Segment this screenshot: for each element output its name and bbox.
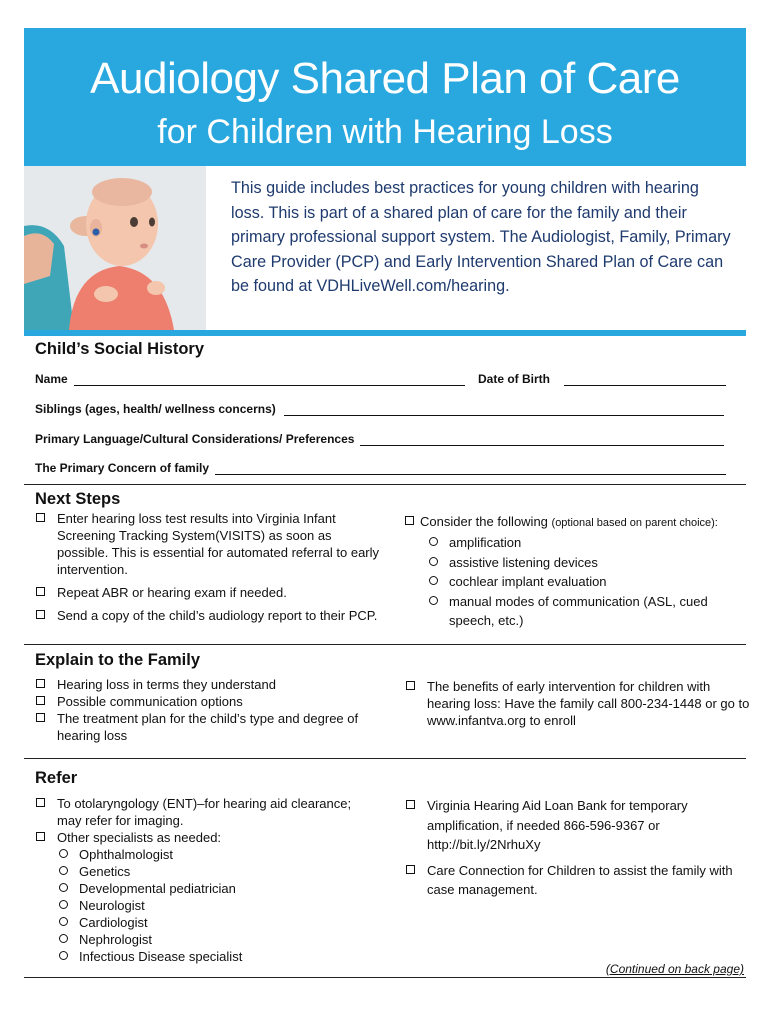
- concern-input-line[interactable]: [215, 463, 726, 475]
- radio-circle[interactable]: [59, 934, 68, 943]
- radio-circle[interactable]: [59, 900, 68, 909]
- radio-circle[interactable]: [59, 883, 68, 892]
- checkbox[interactable]: [36, 798, 45, 807]
- checkbox[interactable]: [406, 865, 415, 874]
- language-label: Primary Language/Cultural Considerations/ Preferences: [35, 432, 355, 446]
- explain-item[interactable]: The treatment plan for the child’s type and degree of hearing loss: [35, 710, 380, 744]
- header-banner: [24, 28, 746, 166]
- refer-item-ent[interactable]: To otolaryngology (ENT)–for hearing aid clearance; may refer for imaging.: [35, 795, 355, 829]
- consider-option[interactable]: amplification: [427, 533, 750, 552]
- radio-circle[interactable]: [429, 596, 438, 605]
- radio-circle[interactable]: [429, 576, 438, 585]
- divider-1: [24, 484, 746, 485]
- consider-option[interactable]: cochlear implant evaluation: [427, 572, 750, 591]
- continued-note: (Continued on back page): [605, 962, 744, 976]
- consider-option[interactable]: assistive listening devices: [427, 553, 750, 572]
- checkbox[interactable]: [36, 610, 45, 619]
- section-title-next-steps: Next Steps: [35, 490, 121, 508]
- specialist-option[interactable]: Ophthalmologist: [57, 846, 380, 863]
- next-step-item[interactable]: Send a copy of the child’s audiology report to their PCP.: [35, 607, 380, 624]
- checkbox[interactable]: [36, 713, 45, 722]
- specialist-option[interactable]: Nephrologist: [57, 931, 380, 948]
- explain-left: [35, 676, 380, 744]
- child-photo: [24, 166, 206, 330]
- radio-circle[interactable]: [59, 951, 68, 960]
- refer-item-other[interactable]: Other specialists as needed:: [35, 829, 380, 846]
- dob-label: Date of Birth: [478, 372, 550, 386]
- header-divider: [24, 330, 746, 336]
- next-step-item[interactable]: Repeat ABR or hearing exam if needed.: [35, 584, 380, 601]
- checkbox[interactable]: [406, 681, 415, 690]
- dob-input-line[interactable]: [564, 374, 726, 386]
- page-title: Audiology Shared Plan of Care: [90, 54, 680, 103]
- divider-3: [24, 758, 746, 759]
- radio-circle[interactable]: [59, 866, 68, 875]
- radio-circle[interactable]: [429, 557, 438, 566]
- page-subtitle: for Children with Hearing Loss: [157, 113, 613, 151]
- language-input-line[interactable]: [360, 434, 724, 446]
- explain-item[interactable]: The benefits of early intervention for children with hearing loss: Have the family call 800-234-1448 or go to www.infantva.org to enroll: [405, 678, 750, 729]
- checkbox[interactable]: [36, 696, 45, 705]
- specialist-option[interactable]: Infectious Disease specialist: [57, 948, 380, 965]
- intro-paragraph: This guide includes best practices for young children with hearing loss. This is part of a shared plan of care for the family and their primary professional support system. The Audiologist, Family, Primary Care Provider (PCP) and Early Intervention Shared Plan of Care can be found at VDHLiveWell.com/hearing.: [231, 179, 731, 295]
- next-step-item[interactable]: Enter hearing loss test results into Virginia Infant Screening Tracking System(VISITS) as soon as possible. This is essential for automated referral to early intervention.: [35, 510, 380, 578]
- child-photo-illustration: [24, 166, 206, 330]
- radio-circle[interactable]: [429, 537, 438, 546]
- refer-item-care-connection[interactable]: Care Connection for Children to assist the family with case management.: [405, 861, 735, 900]
- dob-field[interactable]: [478, 372, 726, 386]
- explain-right: [405, 678, 750, 729]
- next-steps-right: [405, 512, 750, 630]
- explain-item[interactable]: Possible communication options: [35, 693, 380, 710]
- name-input-line[interactable]: [74, 374, 465, 386]
- checkbox[interactable]: [406, 800, 415, 809]
- concern-field[interactable]: [35, 461, 726, 475]
- checkbox[interactable]: [405, 516, 414, 525]
- radio-circle[interactable]: [59, 849, 68, 858]
- specialist-option[interactable]: Neurologist: [57, 897, 380, 914]
- language-field[interactable]: [35, 432, 724, 446]
- explain-item[interactable]: Hearing loss in terms they understand: [35, 676, 380, 693]
- section-title-refer: Refer: [35, 769, 78, 787]
- specialist-option[interactable]: Genetics: [57, 863, 380, 880]
- next-steps-left: [35, 510, 380, 630]
- concern-label: The Primary Concern of family: [35, 461, 210, 475]
- checkbox[interactable]: [36, 587, 45, 596]
- siblings-label: Siblings (ages, health/ wellness concerns): [35, 402, 276, 416]
- consider-item[interactable]: Consider the following (optional based on parent choice):: [405, 512, 750, 533]
- radio-circle[interactable]: [59, 917, 68, 926]
- checkbox[interactable]: [36, 832, 45, 841]
- specialist-option[interactable]: Cardiologist: [57, 914, 380, 931]
- divider-2: [24, 644, 746, 645]
- consider-option[interactable]: manual modes of communication (ASL, cued speech, etc.): [427, 592, 737, 631]
- siblings-input-line[interactable]: [284, 404, 724, 416]
- name-field[interactable]: [35, 372, 465, 386]
- name-label: Name: [35, 372, 68, 386]
- siblings-field[interactable]: [35, 402, 724, 416]
- checkbox[interactable]: [36, 513, 45, 522]
- specialist-option[interactable]: Developmental pediatrician: [57, 880, 380, 897]
- section-title-explain: Explain to the Family: [35, 651, 201, 669]
- refer-item-loan-bank[interactable]: Virginia Hearing Aid Loan Bank for temporary amplification, if needed 866-596-9367 or http://bit.ly/2NrhuXy: [405, 796, 735, 855]
- refer-right: [405, 796, 735, 906]
- checkbox[interactable]: [36, 679, 45, 688]
- refer-left: [35, 795, 380, 965]
- divider-bottom: [24, 977, 746, 978]
- section-title-social-history: Child’s Social History: [35, 340, 205, 358]
